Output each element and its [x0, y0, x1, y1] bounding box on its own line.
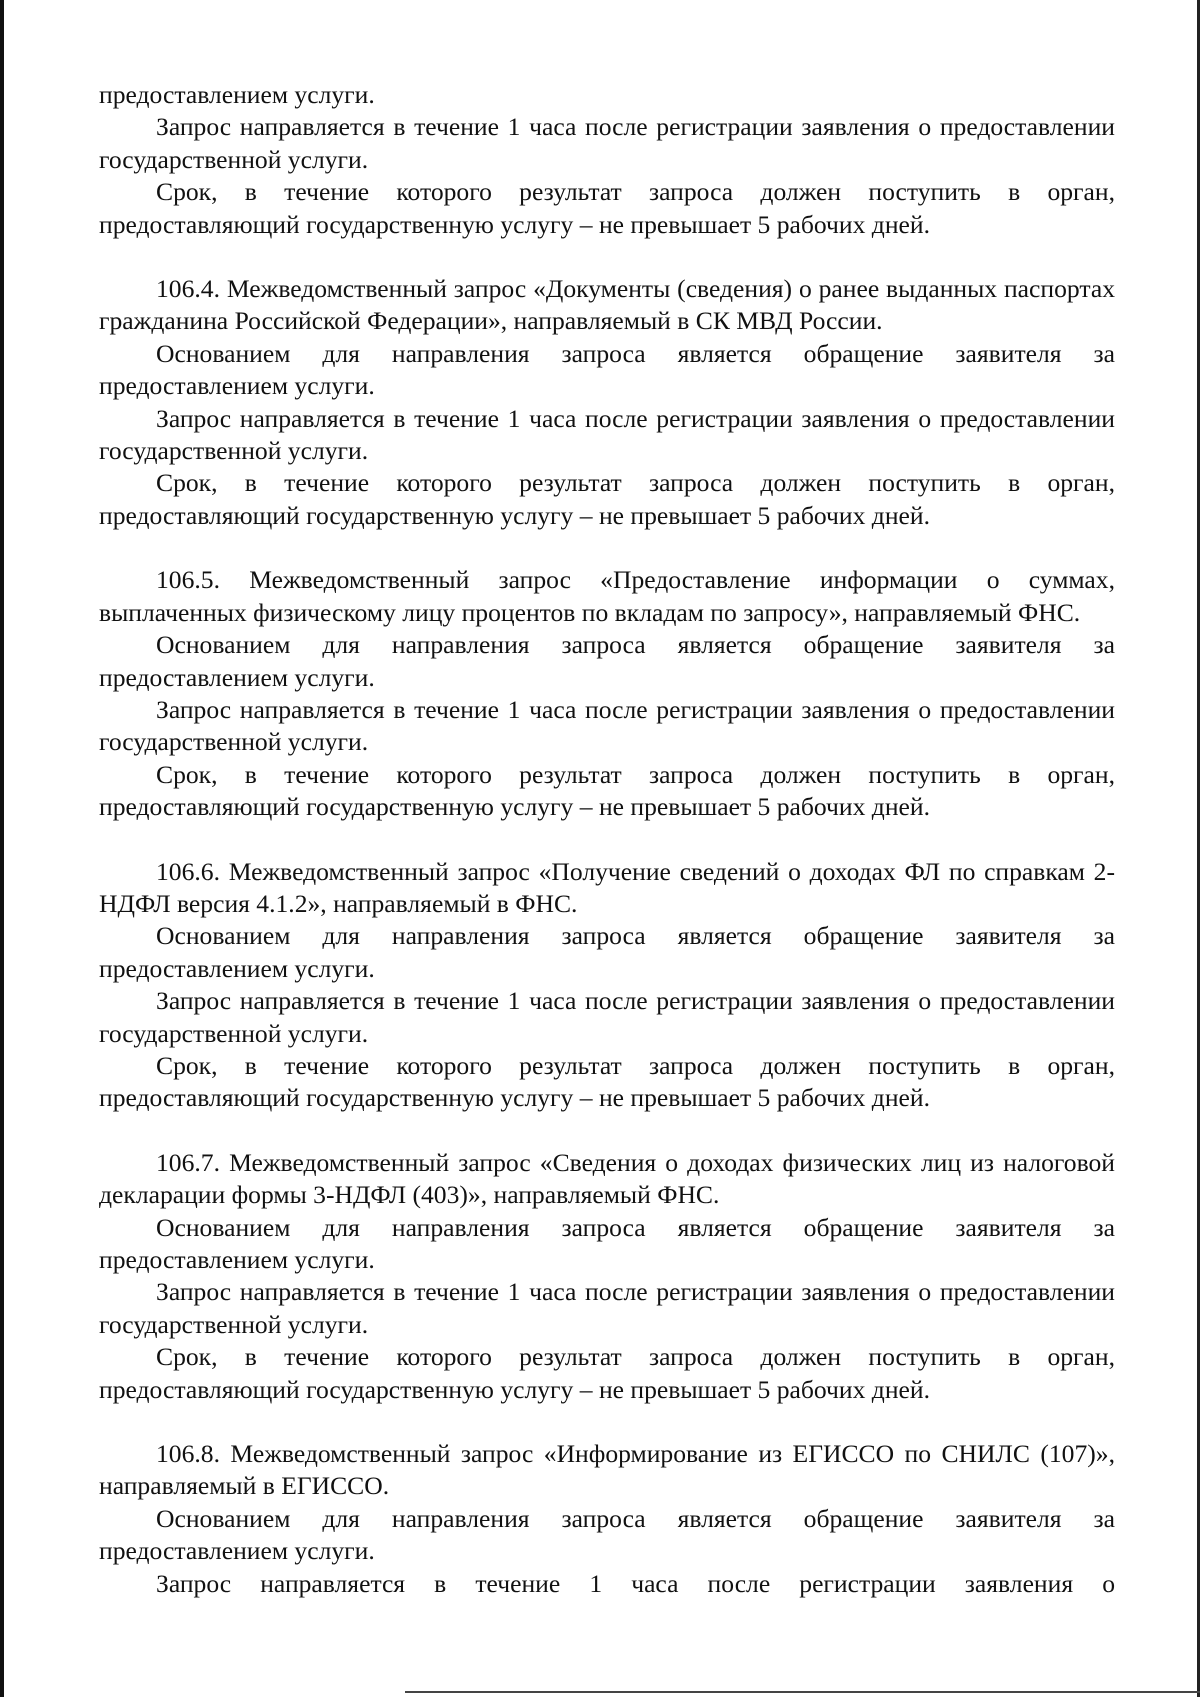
- timing-paragraph: Запрос направляется в течение 1 часа после регистрации заявления о предоставлении государственной услуги.: [99, 403, 1115, 466]
- section-106-6: [99, 856, 1115, 1115]
- basis-paragraph: Основанием для направления запроса является обращение заявителя за предоставлением услуги.: [99, 921, 1115, 983]
- basis-paragraph: Основанием для направления запроса является обращение заявителя за предоставлением услуги.: [99, 338, 1115, 401]
- timing-paragraph: Запрос направляется в течение 1 часа после регистрации заявления о: [156, 1568, 1115, 1598]
- continuation-block: [99, 79, 1115, 241]
- section-heading: 106.5. Межведомственный запрос «Предоставление информации о суммах, выплаченных физическому лицу процентов по вкладам по запросу», направляемый ФНС.: [99, 565, 1115, 627]
- deadline-paragraph: Срок, в течение которого результат запроса должен поступить в орган, предоставляющий государственную услугу – не превышает 5 рабочих дней.: [99, 1342, 1115, 1404]
- timing-paragraph: Запрос направляется в течение 1 часа после регистрации заявления о предоставлении государственной услуги.: [99, 986, 1115, 1048]
- basis-paragraph: Основанием для направления запроса является обращение заявителя за предоставлением услуги.: [99, 630, 1115, 692]
- section-heading: 106.4. Межведомственный запрос «Документы (сведения) о ранее выданных паспортах гражданина Российской Федерации», направляемый в СК МВД России.: [99, 274, 1115, 336]
- continuation-line: предоставлением услуги.: [99, 80, 375, 109]
- section-106-8: [99, 1438, 1115, 1600]
- section-heading: 106.7. Межведомственный запрос «Сведения о доходах физических лиц из налоговой декларации формы 3-НДФЛ (403)», направляемый ФНС.: [99, 1147, 1115, 1210]
- scan-edge-left: [0, 0, 4, 1697]
- section-heading: 106.6. Межведомственный запрос «Получение сведений о доходах ФЛ по справкам 2-НДФЛ версия 4.1.2», направляемый в ФНС.: [99, 856, 1115, 918]
- timing-paragraph: Запрос направляется в течение 1 часа после регистрации заявления о предоставлении государственной услуги.: [99, 1277, 1115, 1339]
- section-106-7: [99, 1147, 1115, 1406]
- section-106-5: [99, 564, 1115, 823]
- section-106-4: [99, 273, 1115, 532]
- basis-paragraph: Основанием для направления запроса является обращение заявителя за предоставлением услуги.: [99, 1212, 1115, 1274]
- document-page: [99, 79, 1115, 1632]
- deadline-paragraph: Срок, в течение которого результат запроса должен поступить в орган, предоставляющий государственную услугу – не превышает 5 рабочих дней.: [99, 1050, 1115, 1113]
- basis-paragraph: Основанием для направления запроса является обращение заявителя за предоставлением услуги.: [99, 1503, 1115, 1566]
- deadline-paragraph: Срок, в течение которого результат запроса должен поступить в орган, предоставляющий государственную услугу – не превышает 5 рабочих дней.: [99, 177, 1115, 239]
- timing-paragraph: Запрос направляется в течение 1 часа после регистрации заявления о предоставлении государственной услуги.: [99, 694, 1115, 757]
- deadline-paragraph: Срок, в течение которого результат запроса должен поступить в орган, предоставляющий государственную услугу – не превышает 5 рабочих дней.: [99, 468, 1115, 530]
- section-heading: 106.8. Межведомственный запрос «Информирование из ЕГИССО по СНИЛС (107)», направляемый в ЕГИССО.: [99, 1439, 1115, 1501]
- page-bottom-rule: [405, 1691, 1200, 1693]
- timing-paragraph: Запрос направляется в течение 1 часа после регистрации заявления о предоставлении государственной услуги.: [99, 112, 1115, 174]
- deadline-paragraph: Срок, в течение которого результат запроса должен поступить в орган, предоставляющий государственную услугу – не превышает 5 рабочих дней.: [99, 759, 1115, 822]
